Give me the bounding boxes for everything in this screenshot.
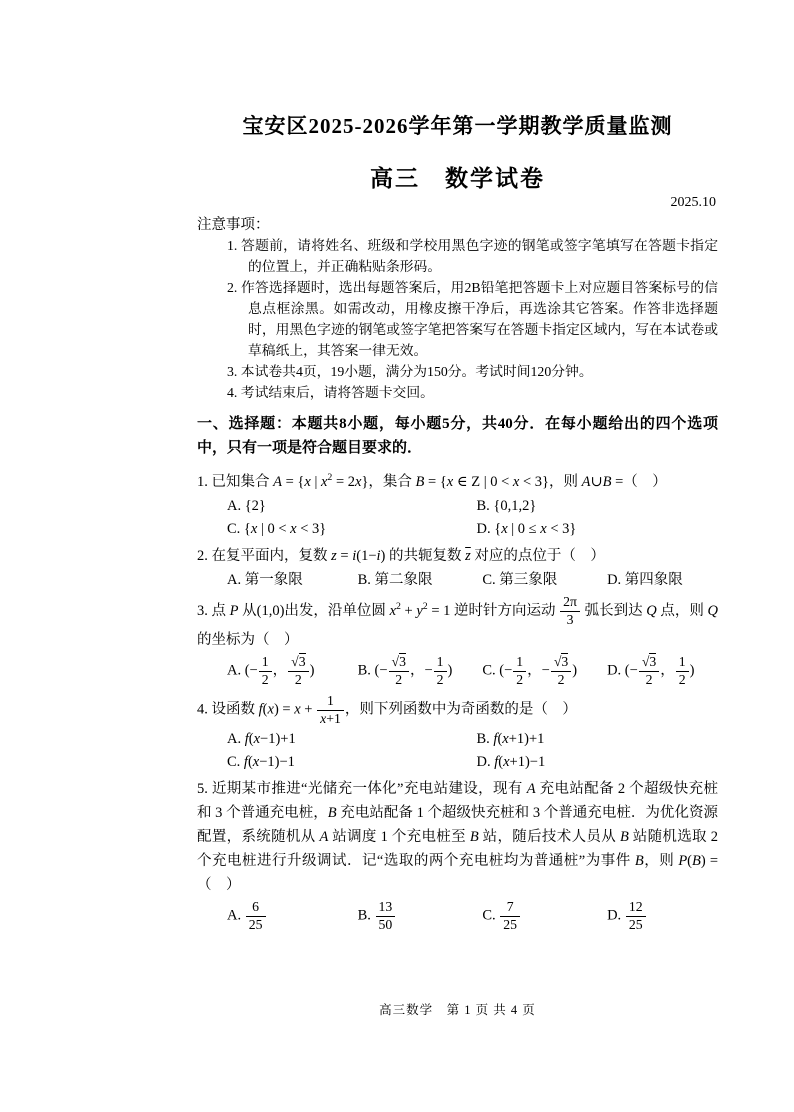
question-2-stem: 2. 在复平面内，复数 z = i(1−i) 的共轭复数 $\overline{z}$ 对应的点位于（ ） [197,548,605,565]
question-3-option-c: C. (− $\frac{1}{2}$ ，− $\frac{√3}{2}$ ) [482,654,578,687]
question-2-option-d: D. 第四象限 [607,572,683,589]
question-2-option-b: B. 第二象限 [357,572,433,589]
question-1-option-d: D. {x | 0 ≤ x < 3} [476,520,577,537]
question-4 [197,694,718,771]
question-3-stem: 3. 点 P 从(1,0)出发，沿单位圆 $x^2 + y^2 = 1$ 逆时针方向运动 $\frac{2\pi}{3}$ 弧长到达 Q 点，则 Q 的坐标为（ ） [197,594,719,649]
notice-item-4: 4. 考试结束后，请将答题卡交回。 [227,385,434,400]
question-2 [197,544,718,589]
notice-item-3: 3. 本试卷共4页，19小题，满分为150分。考试时间120分钟。 [227,364,593,379]
notice-item-1: 1. 答题前，请将姓名、班级和学校用黑色字迹的钢笔或签字笔填写在答题卡指定的位置上，并正确粘贴条形码。 [227,238,718,274]
exam-date: 2025.10 [670,195,716,210]
question-1-option-b: B. {0,1,2} [476,497,537,514]
question-4-option-b: B. f(x+1)+1 [476,730,545,747]
question-3-options [227,655,718,688]
page-footer: 高三数学 第 1 页 共 4 页 [379,1003,536,1017]
question-3 [197,595,718,688]
question-4-stem: 4. 设函数 f(x) = x + $\frac{1}{x+1}$ ，则下列函数中为奇函数的是（ ） [197,692,577,726]
section-heading: 一、选择题：本题共8小题，每小题5分，共40分．在每小题给出的四个选项中，只有一项是符合题目要求的． [197,416,718,456]
question-3-option-a: A. (− $\frac{1}{2}$ ， $\frac{√3}{2}$ ) [227,654,315,687]
question-2-options [227,571,718,589]
question-5 [197,777,718,933]
exam-subtitle: 高三 数学试卷 [370,166,545,191]
question-4-option-a: A. f(x−1)+1 [227,730,296,747]
question-2-option-c: C. 第三象限 [482,572,558,589]
question-4-option-d: D. f(x+1)−1 [476,753,546,770]
notice-item-2: 2. 作答选择题时，选出每题答案后，用2B铅笔把答题卡上对应题目答案标号的信息点框涂黑。如需改动，用橡皮擦干净后，再选涂其它答案。作答非选择题时，用黑色字迹的钢笔或签字笔把答案写在答题卡指定区域内，写在本试卷或草稿纸上，其答案一律无效。 [227,280,718,358]
exam-title: 宝安区2025-2026学年第一学期教学质量监测 [242,114,673,138]
question-1-option-c: C. {x | 0 < x < 3} [227,520,327,537]
question-5-option-d: D. $\frac{12}{25}$ [607,900,718,933]
question-5-option-b: B. $\frac{13}{50}$ [358,900,475,933]
question-5-options [227,900,718,933]
question-4-options [227,730,718,771]
question-1-stem: 1. 已知集合 A = {x | $x^2 = 2x$}，集合 B = {x ∈ Z | 0 < x < 3}，则 A∪B =（ ） [197,472,667,490]
question-2-option-a: A. 第一象限 [227,572,303,589]
question-5-option-c: C. $\frac{7}{25}$ [482,900,599,933]
exam-content [197,110,718,939]
question-1-option-a: A. {2} [227,497,266,514]
question-1-options [227,497,718,538]
question-5-stem: 5. 近期某市推进“光储充一体化”充电站建设，现有 A 充电站配备 2 个超级快充桩和 3 个普通充电桩，B 充电站配备 1 个超级快充桩和 3 个普通充电桩．为优化资源配置，系统随机从 A 站调度 1 个充电桩至 B 站，随后技术人员从 B 站随机选取 2 个充电桩进行升级调试．记“选取的两个充电桩均为普通桩”为事件 B，则 P(B) =（ ） [197,780,719,893]
question-4-option-c: C. f(x−1)−1 [227,753,295,770]
question-3-option-b: B. (− $\frac{√3}{2}$ ，− $\frac{1}{2}$ ) [357,654,453,687]
question-5-option-a: A. $\frac{6}{25}$ [227,900,350,933]
question-3-option-d: D. (− $\frac{√3}{2}$ ， $\frac{1}{2}$ ) [607,654,695,687]
notice-label: 注意事项： [197,217,270,233]
question-1 [197,466,718,538]
